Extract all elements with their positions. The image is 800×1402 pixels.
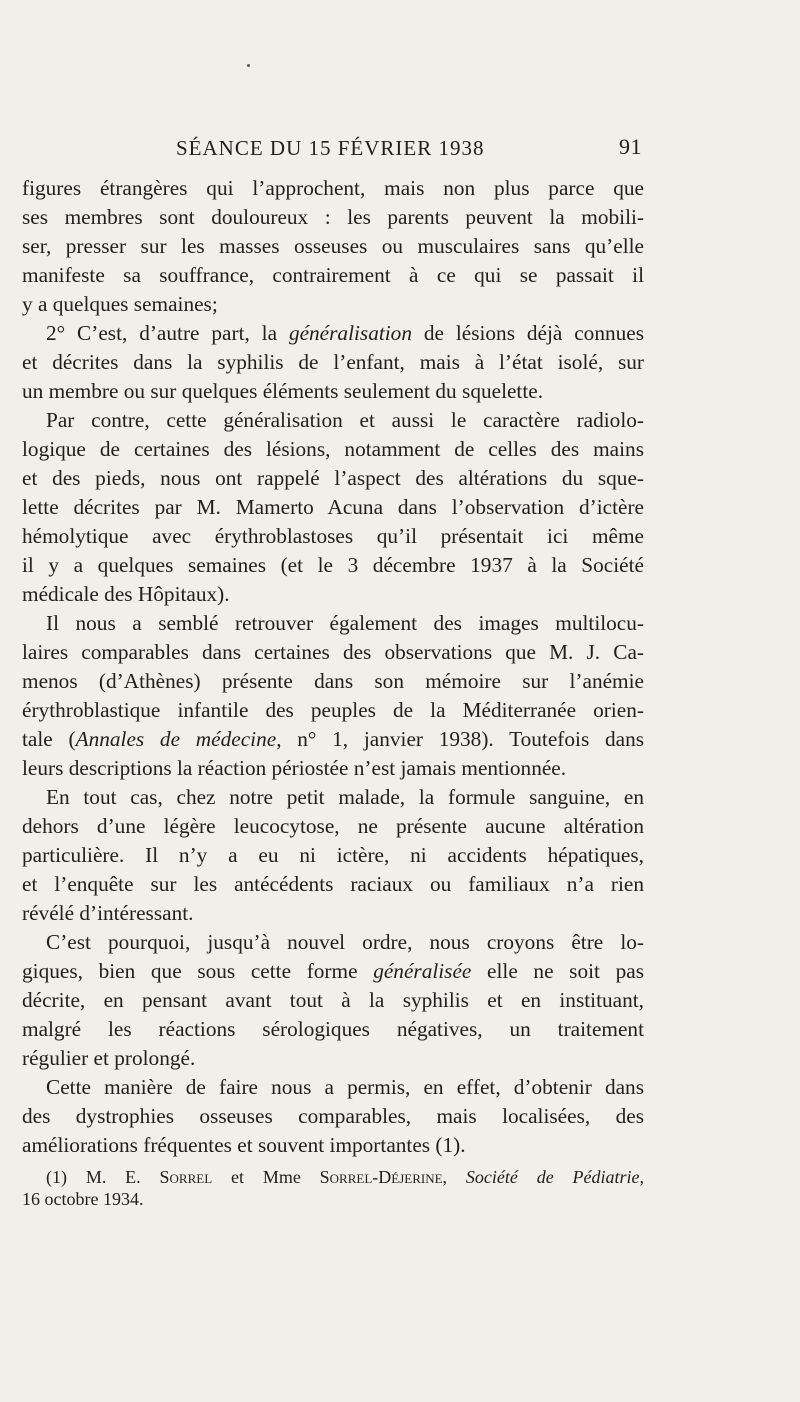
text-line: il y a quelques semaines (et le 3 décembre 1937 à la Société bbox=[22, 553, 644, 577]
text-line: des dystrophies osseuses comparables, mais localisées, des bbox=[22, 1104, 644, 1128]
text-line: En tout cas, chez notre petit malade, la formule sanguine, en bbox=[46, 785, 644, 809]
footnote-author: Sorrel bbox=[159, 1167, 213, 1187]
text-line: régulier et prolongé. bbox=[22, 1046, 196, 1070]
text-line: révélé d’intéressant. bbox=[22, 901, 194, 925]
footnote-text: M. E. bbox=[85, 1167, 160, 1187]
text-line: un membre ou sur quelques éléments seulement du squelette. bbox=[22, 379, 544, 403]
text-line: tale (Annales de médecine, n° 1, janvier 1938). Toutefois dans bbox=[22, 727, 645, 751]
text-line: leurs descriptions la réaction périostée n’est jamais mentionnée. bbox=[22, 756, 567, 780]
text-line: et des pieds, nous ont rappelé l’aspect des altérations du sque- bbox=[22, 466, 644, 490]
speck bbox=[247, 64, 250, 67]
text-line: logique de certaines des lésions, notamment de celles des mains bbox=[22, 437, 644, 461]
text-line: décrite, en pensant avant tout à la syphilis et en instituant, bbox=[22, 988, 644, 1012]
footnote bbox=[22, 1166, 644, 1210]
footnote-line: 16 octobre 1934. bbox=[22, 1189, 144, 1209]
body-text bbox=[22, 174, 644, 1160]
footnote-line bbox=[22, 1166, 644, 1188]
footnote-author: Sorrel-Déjerine bbox=[319, 1167, 443, 1187]
running-head: SÉANCE DU 15 FÉVRIER 1938 bbox=[176, 136, 485, 160]
text-line: malgré les réactions sérologiques négatives, un traitement bbox=[22, 1017, 644, 1041]
footnote-text: et Mme bbox=[212, 1167, 320, 1187]
text-line: Par contre, cette généralisation et aussi le caractère radiolo- bbox=[46, 408, 644, 432]
text-line: et l’enquête sur les antécédents raciaux ou familiaux n’a rien bbox=[22, 872, 644, 896]
text-line: Il nous a semblé retrouver également des images multilocu- bbox=[46, 611, 644, 635]
text-line: 2° C’est, d’autre part, la généralisation de lésions déjà connues bbox=[46, 321, 645, 345]
text-line: menos (d’Athènes) présente dans son mémoire sur l’anémie bbox=[22, 669, 644, 693]
text-line: laires comparables dans certaines des observations que M. J. Ca- bbox=[22, 640, 644, 664]
text-line: améliorations fréquentes et souvent importantes (1). bbox=[22, 1133, 466, 1157]
text-line: manifeste sa souffrance, contrairement à ce qui se passait il bbox=[22, 263, 644, 287]
text-line: giques, bien que sous cette forme généralisée elle ne soit pas bbox=[22, 959, 645, 983]
page-number: 91 bbox=[619, 134, 642, 159]
footnote-journal: Société de Pédiatrie, bbox=[465, 1167, 645, 1187]
footnote-text: , bbox=[442, 1167, 466, 1187]
text-line: ser, presser sur les masses osseuses ou musculaires sans qu’elle bbox=[22, 234, 644, 258]
text-line: et décrites dans la syphilis de l’enfant, mais à l’état isolé, sur bbox=[22, 350, 644, 374]
text-line: dehors d’une légère leucocytose, ne présente aucune altération bbox=[22, 814, 644, 838]
text-line: Cette manière de faire nous a permis, en effet, d’obtenir dans bbox=[46, 1075, 644, 1099]
text-line: y a quelques semaines; bbox=[22, 292, 218, 316]
text-line: C’est pourquoi, jusqu’à nouvel ordre, nous croyons être lo- bbox=[46, 930, 644, 954]
text-line: lette décrites par M. Mamerto Acuna dans l’observation d’ictère bbox=[22, 495, 644, 519]
text-line: figures étrangères qui l’approchent, mais non plus parce que bbox=[22, 176, 644, 200]
text-line: médicale des Hôpitaux). bbox=[22, 582, 230, 606]
text-line: ses membres sont douloureux : les parents peuvent la mobili- bbox=[22, 205, 644, 229]
page-header bbox=[22, 132, 642, 166]
text-line: érythroblastique infantile des peuples de la Méditerranée orien- bbox=[22, 698, 644, 722]
footnote-marker: (1) bbox=[46, 1167, 67, 1187]
text-line: particulière. Il n’y a eu ni ictère, ni accidents hépatiques, bbox=[22, 843, 644, 867]
text-line: hémolytique avec érythroblastoses qu’il présentait ici même bbox=[22, 524, 644, 548]
